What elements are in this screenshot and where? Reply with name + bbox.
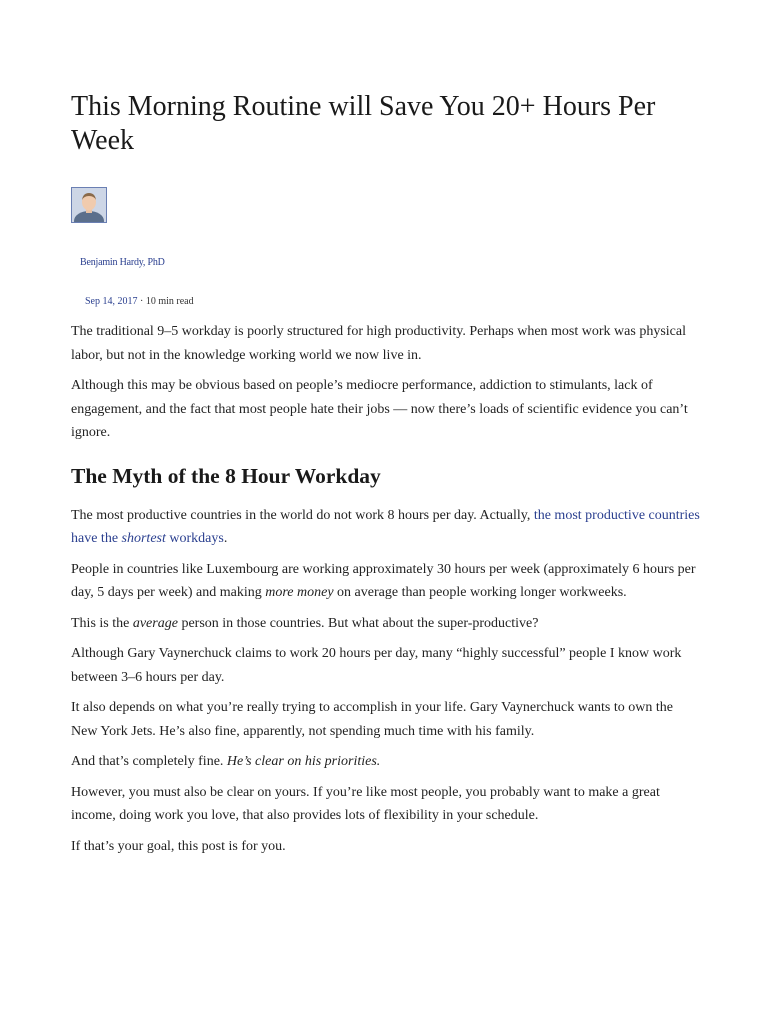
section-heading: The Myth of the 8 Hour Workday: [71, 463, 381, 488]
link-text-emphasis: shortest: [121, 531, 166, 546]
paragraph-5: [71, 612, 701, 636]
paragraph-7: It also depends on what you’re really trying to accomplish in your life. Gary Vaynerchuck wants to own the New York Jets. He’s also fine, apparently, not spending much time with his family.: [71, 700, 673, 739]
paragraph-8-text: And that’s completely fine.: [71, 754, 227, 769]
paragraph-8-emphasis: He’s clear on his priorities.: [226, 754, 381, 769]
link-text-end: workdays: [165, 531, 224, 546]
publish-date-link[interactable]: Sep 14, 2017: [85, 296, 138, 307]
paragraph-4: [71, 558, 701, 605]
article-body: [71, 320, 701, 865]
paragraph-5-text-b: person in those countries. But what about the super-productive?: [177, 615, 539, 631]
author-name-link[interactable]: Benjamin Hardy, PhD: [80, 257, 165, 268]
meta-separator: ·: [137, 296, 146, 307]
author-avatar[interactable]: [71, 187, 107, 223]
paragraph-3-end: .: [223, 531, 228, 546]
paragraph-4-text-b: on average than people working longer workweeks.: [333, 585, 627, 600]
paragraph-4-emphasis: more money: [265, 585, 334, 600]
paragraph-9: However, you must also be clear on yours. If you’re like most people, you probably want to make a great income, doing work you love, that also provides lots of flexibility in your schedule.: [71, 784, 660, 823]
paragraph-1: The traditional 9–5 workday is poorly structured for high productivity. Perhaps when most work was physical labor, but not in the knowledge working world we now live in.: [71, 324, 686, 363]
paragraph-6: Although Gary Vaynerchuck claims to work 20 hours per day, many “highly successful” people I know work between 3–6 hours per day.: [71, 646, 682, 685]
read-time: 10 min read: [145, 296, 194, 307]
paragraph-2: Although this may be obvious based on people’s mediocre performance, addiction to stimulants, lack of engagement, and the fact that most people hate their jobs — now there’s loads of scientific evidence you can’t ignore.: [71, 378, 688, 440]
paragraph-10: If that’s your goal, this post is for you.: [71, 838, 286, 854]
paragraph-5-emphasis: average: [132, 615, 178, 631]
link-text-start: the most productive countries have the: [71, 507, 700, 546]
article-title: This Morning Routine will Save You 20+ Hours Per Week: [71, 91, 656, 156]
post-meta: [85, 296, 194, 307]
paragraph-4-text-a: People in countries like Luxembourg are working approximately 30 hours per week (approximately 6 hours per day, 5 days per week) and making: [71, 561, 696, 600]
paragraph-3: [71, 504, 701, 551]
avatar-portrait-icon: [72, 188, 106, 222]
paragraph-3-text: The most productive countries in the world do not work 8 hours per day. Actually,: [71, 507, 534, 523]
paragraph-5-text-a: This is the: [71, 615, 133, 631]
paragraph-8: [71, 750, 701, 774]
